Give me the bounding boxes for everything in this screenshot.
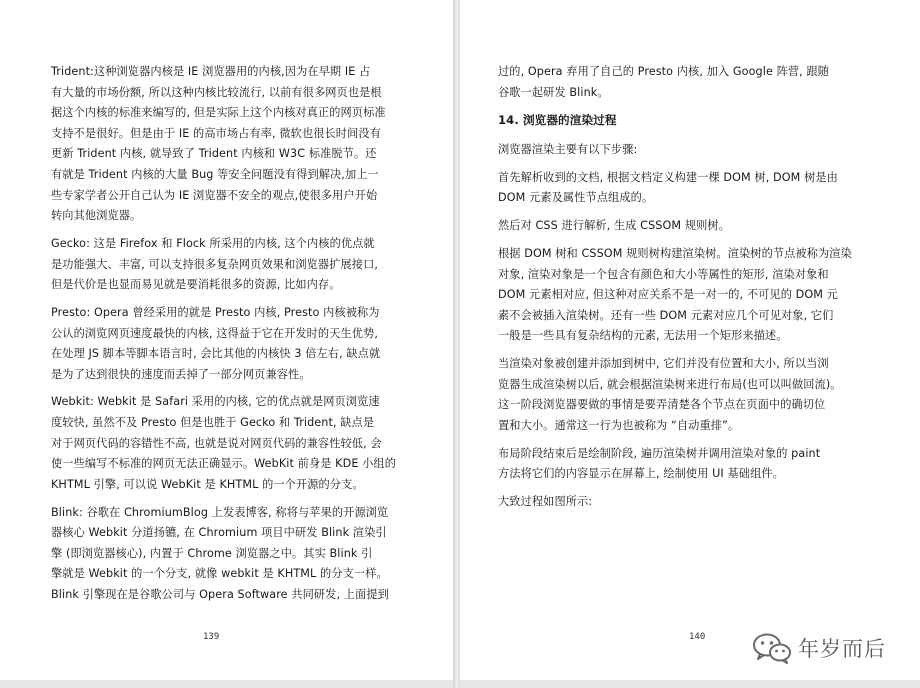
text-line: 对于网页代码的容错性不高, 也就是说对网页代码的兼容性较低, 会 [51, 436, 382, 450]
paragraph [498, 244, 898, 347]
text-line: 更新 Trident 内核, 就导致了 Trident 内核和 W3C 标准脱节。还 [51, 147, 377, 161]
paragraph [51, 503, 441, 606]
text-line: 些专家学者公开自己认为 IE 浏览器不安全的观点,使很多用户开始 [51, 188, 378, 202]
text-line: 擎 (即浏览器核心), 内置于 Chrome 浏览器之中。其实 Blink 引 [51, 546, 373, 560]
text-line: Trident:这种浏览器内核是 IE 浏览器用的内核,因为在早期 IE 占 [51, 65, 371, 78]
paragraph [498, 492, 898, 513]
text-line: 首先解析收到的文档, 根据文档定义构建一棵 DOM 树, DOM 树是由 [498, 170, 838, 184]
text-line: 支持不是很好。但是由于 IE 的高市场占有率, 微软也很长时间没有 [51, 126, 381, 140]
text-line: Presto: Opera 曾经采用的就是 Presto 内核, Presto 内核被称为 [51, 305, 380, 319]
text-line: 转向其他浏览器。 [51, 209, 142, 223]
paragraph [51, 392, 441, 495]
right-page [460, 0, 920, 680]
text-line: 是为了达到很快的速度而丢掉了一部分网页兼容性。 [51, 367, 311, 381]
wechat-icon [752, 632, 792, 664]
text-line: 过的, Opera 弃用了自己的 Presto 内核, 加入 Google 阵营, 跟随 [498, 65, 830, 78]
right-page-body [498, 62, 898, 520]
left-page-number: 139 [203, 632, 220, 642]
text-line: 素不会被插入渲染树。还有一些 DOM 元素对应几个可见对象, 它们 [498, 308, 834, 322]
text-line: 谷歌一起研发 Blink。 [498, 85, 609, 99]
left-page [0, 0, 453, 680]
paragraph [51, 62, 441, 227]
text-line: 在处理 JS 脚本等脚本语言时, 会比其他的内核快 3 倍左右, 缺点就 [51, 347, 381, 361]
text-line: 方法将它们的内容显示在屏幕上, 绘制使用 UI 基础组件。 [498, 467, 784, 481]
text-line: 这一阶段浏览器要做的事情是要弄清楚各个节点在页面中的确切位 [498, 398, 826, 412]
text-line: 擎就是 Webkit 的一个分支, 就像 webkit 是 KHTML 的分支一样。 [51, 567, 388, 581]
text-line: 大致过程如图所示: [498, 495, 593, 508]
text-line: DOM 元素相对应, 但这种对应关系不是一对一的, 不可见的 DOM 元 [498, 288, 838, 302]
text-line: 对象, 渲染对象是一个包含有颜色和大小等属性的矩形, 渲染对象和 [498, 267, 829, 281]
watermark-text: 年岁而后 [798, 637, 886, 661]
text-line: DOM 元素及属性节点组成的。 [498, 191, 654, 205]
paragraph [51, 303, 441, 385]
text-line: 使一些编写不标准的网页无法正确显示。WebKit 前身是 KDE 小组的 [51, 457, 397, 471]
text-line: 一般是一些具有复杂结构的元素, 无法用一个矩形来描述。 [498, 329, 788, 343]
text-line: 然后对 CSS 进行解析, 生成 CSSOM 规则树。 [498, 219, 730, 233]
text-line: Webkit: Webkit 是 Safari 采用的内核, 它的优点就是网页浏览速 [51, 395, 380, 409]
text-line: 有大量的市场份额, 所以这种内核比较流行, 以前有很多网页也是根 [51, 85, 382, 99]
paragraph [498, 140, 898, 161]
text-line: 器核心 Webkit 分道扬镳, 在 Chromium 项目中研发 Blink 渲染引 [51, 526, 387, 540]
text-line: KHTML 引擎, 可以说 WebKit 是 KHTML 的一个开源的分支。 [51, 477, 364, 491]
text-line: 浏览器渲染主要有以下步骤: [498, 142, 638, 156]
right-page-number: 140 [689, 632, 706, 642]
paragraph [498, 168, 898, 209]
section-heading: 14. 浏览器的渲染过程 [498, 113, 617, 128]
text-line: 有就是 Trident 内核的大量 Bug 等安全问题没有得到解决,加上一 [51, 167, 379, 181]
text-line: 度较快, 虽然不及 Presto 但是也胜于 Gecko 和 Trident, 缺点是 [51, 416, 375, 430]
text-line: 布局阶段结束后是绘制阶段, 遍历渲染树并调用渲染对象的 paint [498, 446, 821, 460]
text-line: 览器生成渲染树以后, 就会根据渲染树来进行布局(也可以叫做回流)。 [498, 377, 842, 391]
text-line: 置和大小。通常这一行为也被称为 “自动重排”。 [498, 418, 740, 432]
text-line: 公认的浏览网页速度最快的内核, 这得益于它在开发时的天生优势, [51, 326, 379, 340]
text-line: 当渲染对象被创建并添加到树中, 它们并没有位置和大小, 所以当浏 [498, 357, 829, 371]
left-page-body [51, 62, 441, 613]
page-gutter [453, 0, 460, 688]
text-line: Gecko: 这是 Firefox 和 Flock 所采用的内核, 这个内核的优点就 [51, 236, 375, 250]
text-line: 根据 DOM 树和 CSSOM 规则树构建渲染树。渲染树的节点被称为渲染 [498, 246, 852, 260]
paragraph [498, 354, 898, 436]
text-line: Blink: 谷歌在 ChromiumBlog 上发表博客, 称将与苹果的开源浏览 [51, 505, 389, 519]
text-line: 但是代价是也显而易见就是要消耗很多的资源, 比如内存。 [51, 278, 341, 292]
paragraph [498, 62, 898, 103]
paragraph [498, 216, 898, 237]
text-line: 据这个内核的标准来编写的, 但是实际上这个内核对真正的网页标准 [51, 106, 386, 120]
text-line: 是功能强大、丰富, 可以支持很多复杂网页效果和浏览器扩展接口, [51, 257, 379, 271]
paragraph [498, 444, 898, 485]
watermark [752, 630, 886, 666]
paragraph [51, 234, 441, 296]
text-line: Blink 引擎现在是谷歌公司与 Opera Software 共同研发, 上面提到 [51, 588, 389, 601]
